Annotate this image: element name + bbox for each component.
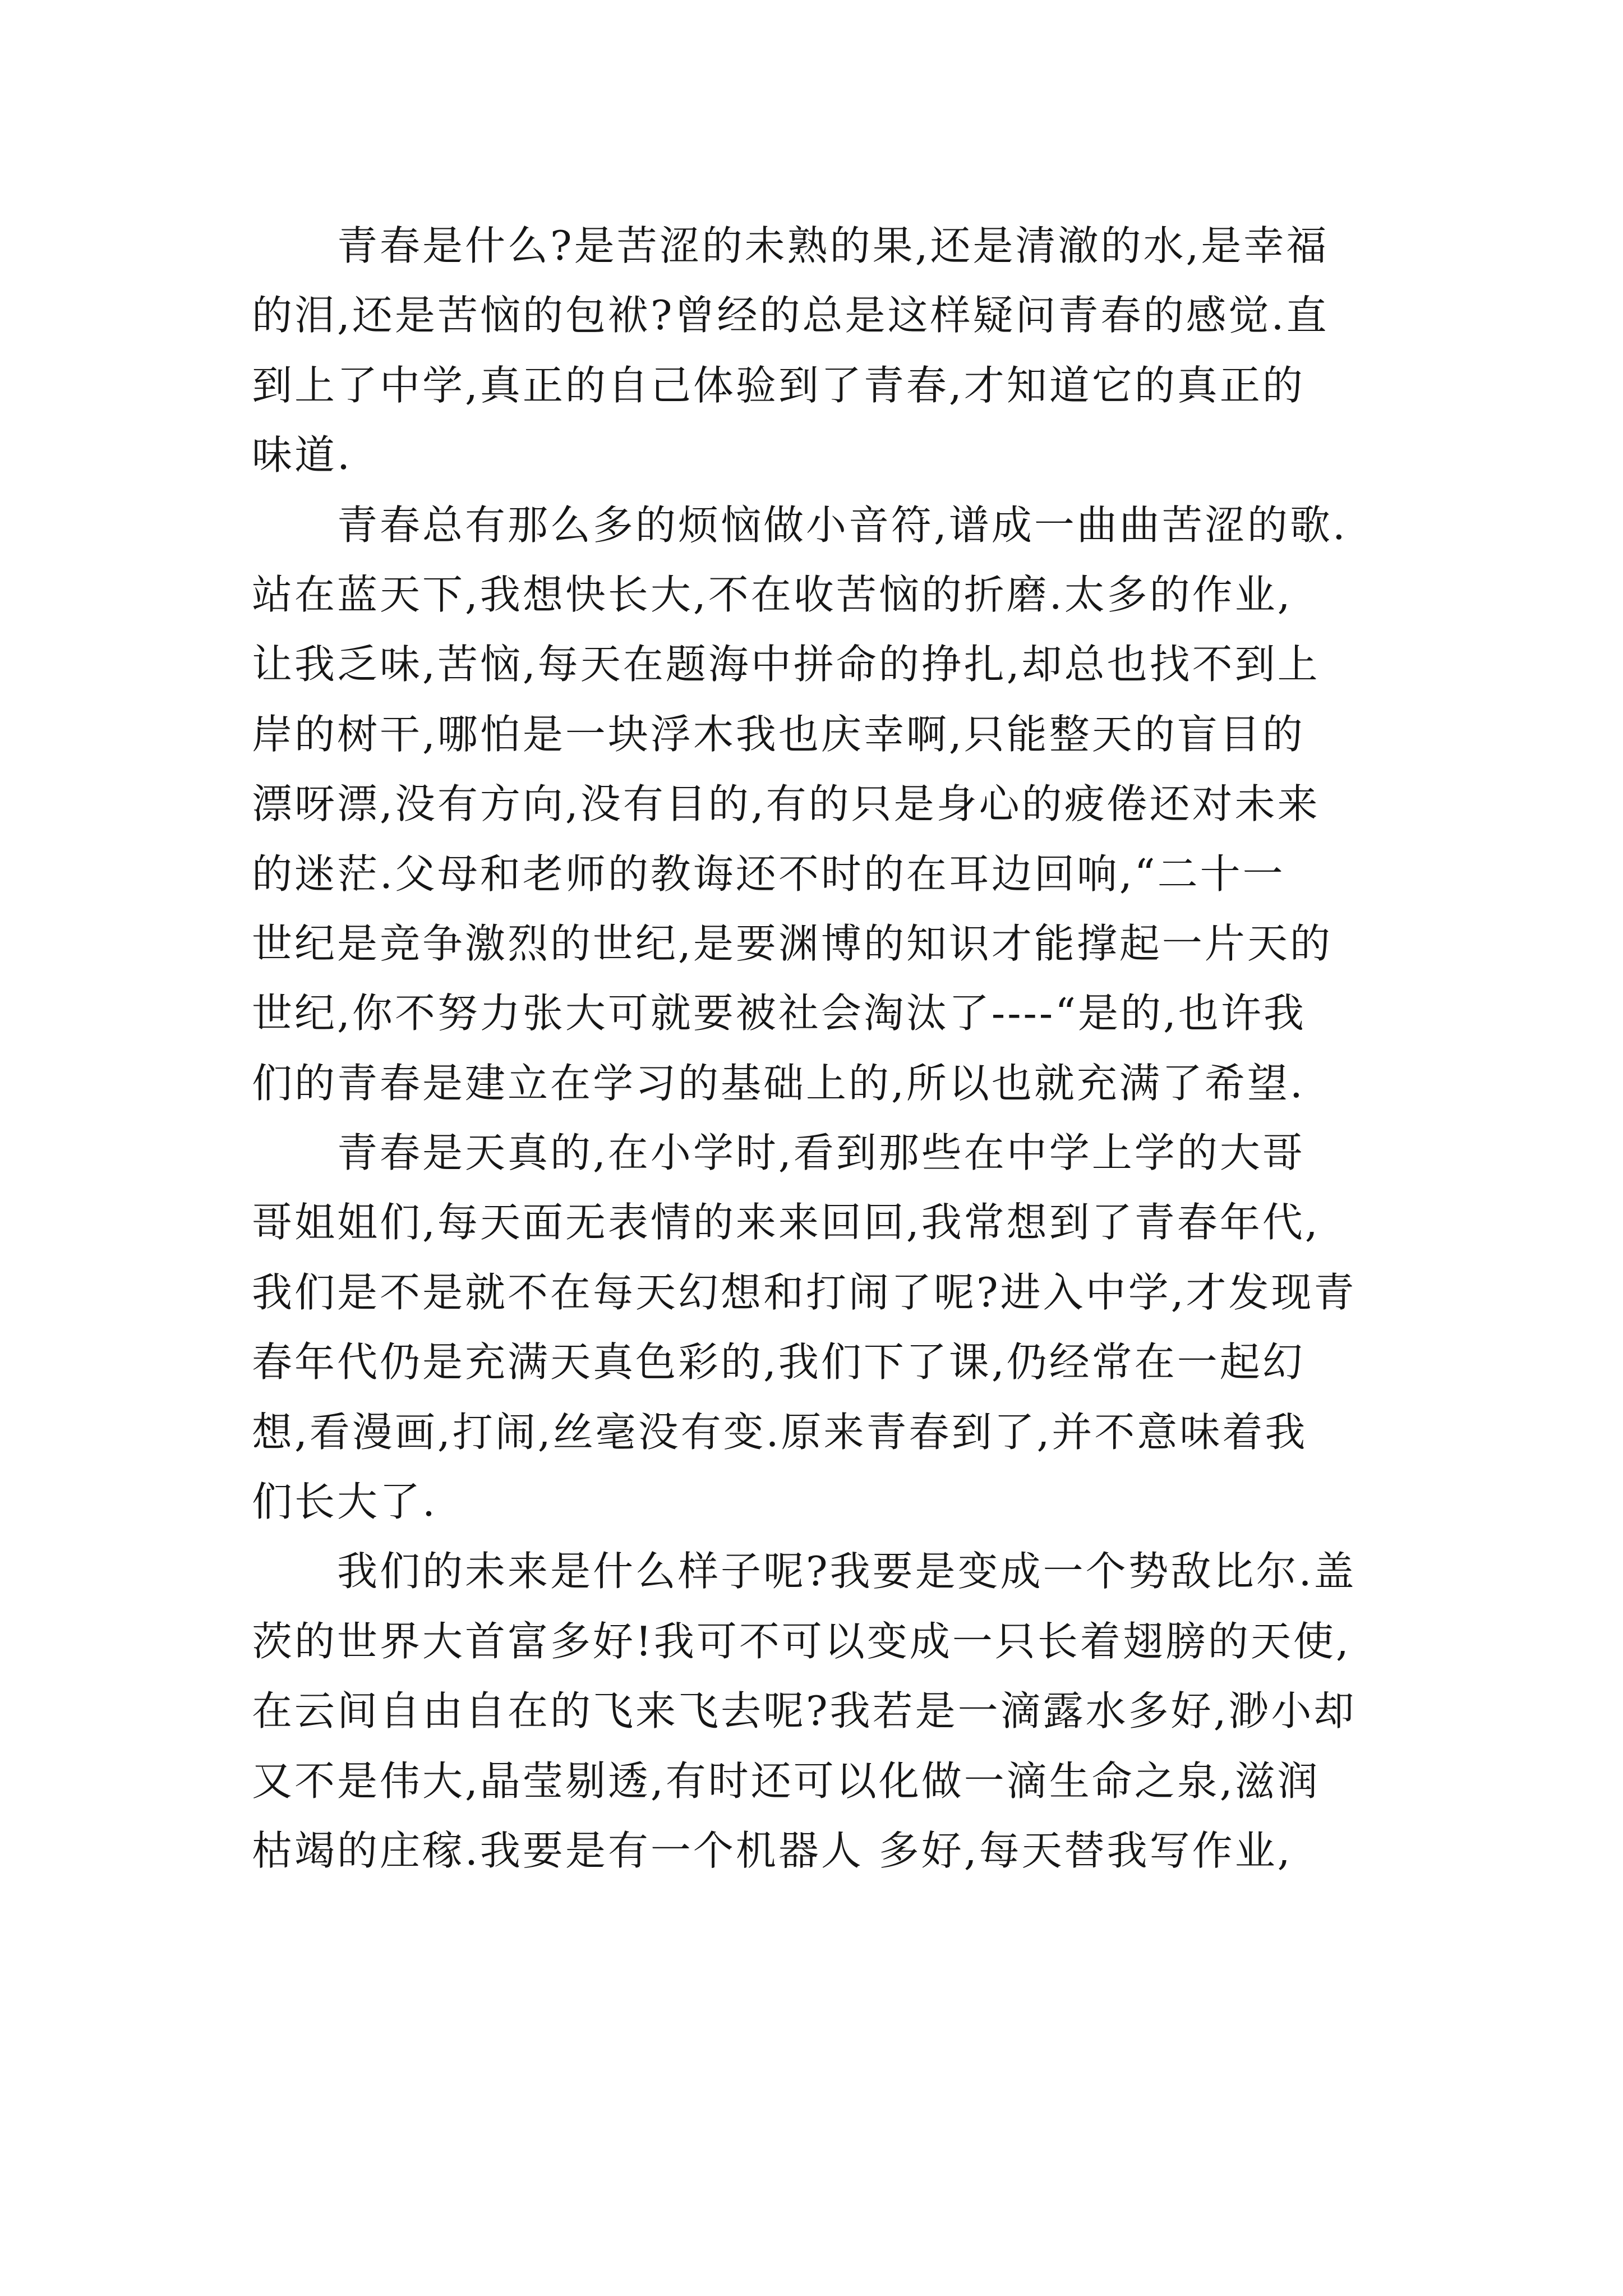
text-line: 枯竭的庄稼.我要是有一个机器人 多好,每天替我写作业, <box>252 1826 1293 1874</box>
text-line: 想,看漫画,打闹,丝毫没有变.原来青春到了,并不意味着我 <box>252 1408 1308 1456</box>
text-line: 到上了中学,真正的自己体验到了青春,才知道它的真正的 <box>252 361 1305 409</box>
text-line: 岸的树干,哪怕是一块浮木我也庆幸啊,只能整天的盲目的 <box>252 710 1305 758</box>
text-line: 青春是什么?是苦涩的未熟的果,还是清澈的水,是幸福 <box>337 222 1329 269</box>
paragraph <box>252 1118 1379 1536</box>
text-line: 世纪,你不努力张大可就要被社会淘汰了----“是的,也许我 <box>252 990 1306 1037</box>
text-line: 站在蓝天下,我想快长大,不在收苦恼的折磨.太多的作业, <box>252 570 1293 618</box>
text-line: 青春是天真的,在小学时,看到那些在中学上学的大哥 <box>337 1129 1305 1177</box>
text-line: 让我乏味,苦恼,每天在题海中拼命的挣扎,却总也找不到上 <box>252 641 1320 688</box>
text-line: 在云间自由自在的飞来飞去呢?我若是一滴露水多好,渺小却 <box>252 1687 1357 1735</box>
text-line: 漂呀漂,没有方向,没有目的,有的只是身心的疲倦还对未来 <box>252 780 1320 828</box>
text-line: 味道. <box>252 431 352 479</box>
paragraph <box>252 490 1379 1119</box>
text-line: 们的青春是建立在学习的基础上的,所以也就充满了希望. <box>252 1059 1305 1107</box>
text-line: 我们是不是就不在每天幻想和打闹了呢?进入中学,才发现青 <box>252 1268 1357 1316</box>
text-line: 世纪是竞争激烈的世纪,是要渊博的知识才能撑起一片天的 <box>252 919 1332 967</box>
text-line: 茨的世界大首富多好!我可不可以变成一只长着翅膀的天使, <box>252 1617 1351 1665</box>
text-line: 们长大了. <box>252 1478 437 1526</box>
text-line: 又不是伟大,晶莹剔透,有时还可以化做一滴生命之泉,滋润 <box>252 1757 1320 1805</box>
text-line: 春年代仍是充满天真色彩的,我们下了课,仍经常在一起幻 <box>252 1338 1305 1386</box>
text-line: 的迷茫.父母和老师的教诲还不时的在耳边回响,“二十一 <box>252 850 1285 898</box>
text-line: 我们的未来是什么样子呢?我要是变成一个势敌比尔.盖 <box>337 1548 1357 1595</box>
text-line: 哥姐姐们,每天面无表情的来来回回,我常想到了青春年代, <box>252 1199 1320 1246</box>
paragraph <box>252 211 1379 490</box>
text-line: 青春总有那么多的烦恼做小音符,谱成一曲曲苦涩的歌. <box>337 501 1348 549</box>
paragraph <box>252 1536 1379 1885</box>
text-line: 的泪,还是苦恼的包袱?曾经的总是这样疑问青春的感觉.直 <box>252 292 1329 339</box>
document-body <box>252 211 1379 1885</box>
